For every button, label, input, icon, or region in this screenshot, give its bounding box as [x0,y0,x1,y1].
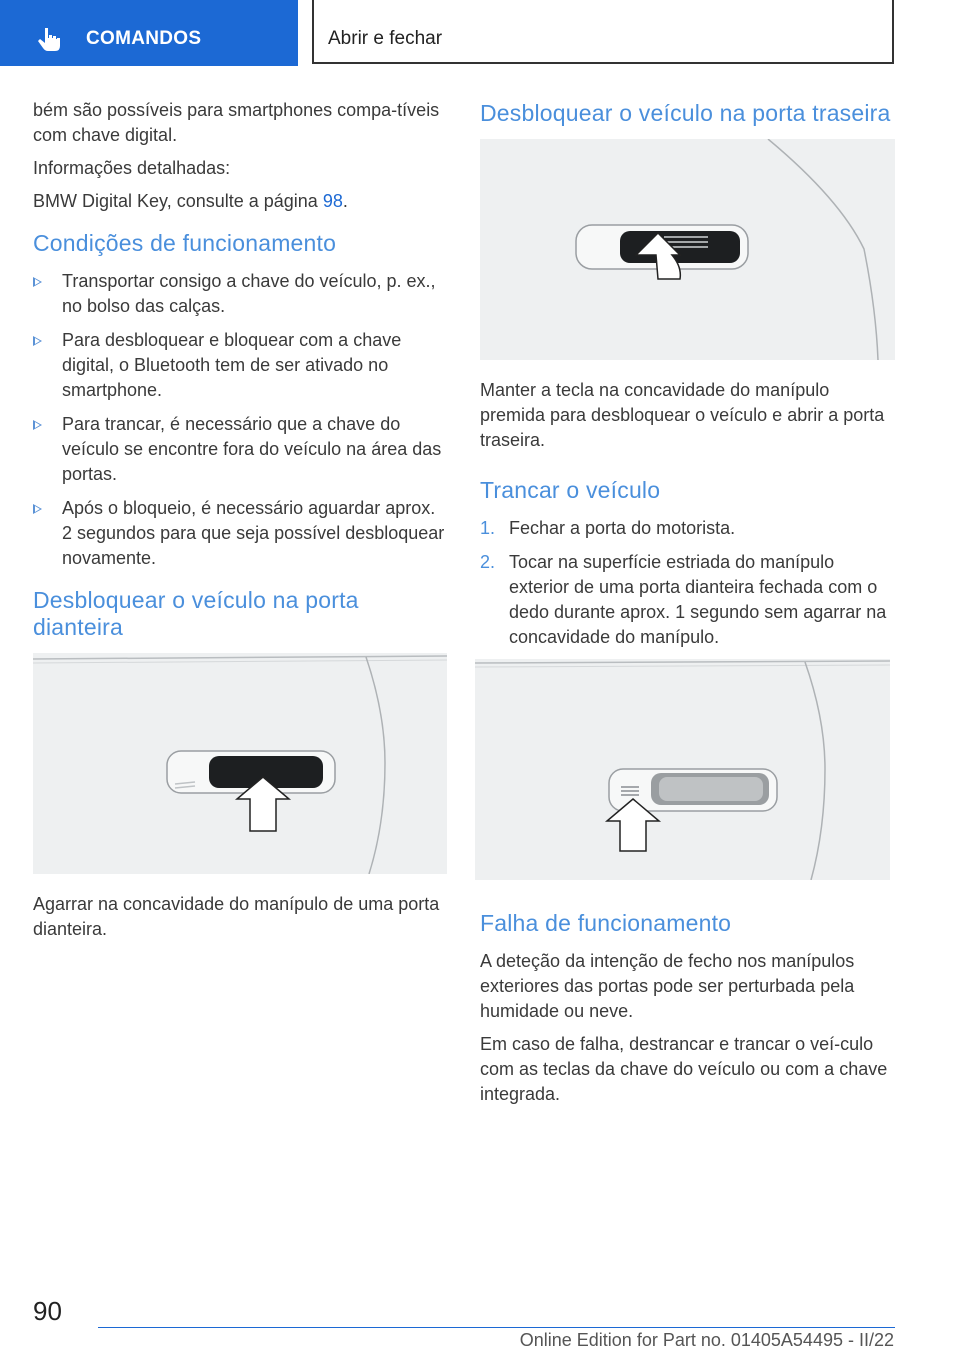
bullet-triangle-icon [33,336,42,346]
malfunction-heading: Falha de funcionamento [480,910,732,936]
malfunction-paragraph-2: Em caso de falha, destrancar e trancar o veí-culo com as teclas da chave do veículo ou com a chave integrada. [480,1034,888,1104]
step-text: Tocar na superfície estriada do manípulo exterior de uma porta dianteira fechada com o dedo durante aprox. 1 segundo sem agarrar na concavidade do manípulo. [509,552,887,647]
conditions-list [33,269,447,571]
rear-door-caption: Manter a tecla na concavidade do manípulo premida para desbloquear o veículo e abrir a porta traseira. [480,380,885,450]
bullet-triangle-icon [33,420,42,430]
chapter-title: Abrir e fechar [328,28,443,49]
bullet-triangle-icon [33,504,42,514]
step-item [480,516,895,541]
section-tab [0,0,298,66]
right-column [480,98,895,1115]
info-reference-text: BMW Digital Key, consulte a página [33,191,318,211]
lock-heading: Trancar o veículo [480,477,661,503]
step-item [480,550,895,650]
rear-door-heading: Desbloquear o veículo na porta traseira [480,100,891,126]
conditions-heading: Condições de funcionamento [33,230,337,256]
page-header [0,0,960,66]
list-item-text: Para trancar, é necessário que a chave do veículo se encontre fora do veículo na área das portas. [62,414,442,484]
page-link[interactable]: 98 [322,191,343,211]
section-title: COMANDOS [86,28,202,49]
info-reference-end: . [342,191,348,211]
hand-pointer-icon [36,26,62,52]
lock-handle-figure [475,659,890,880]
list-item-text: Transportar consigo a chave do veículo, p. ex., no bolso das calças. [62,271,436,316]
list-item [33,269,447,319]
rear-door-handle-figure [480,139,895,360]
page-number: 90 [33,1296,62,1326]
list-item [33,328,447,403]
lock-steps [480,516,895,650]
list-item-text: Para desbloquear e bloquear com a chave digital, o Bluetooth tem de ser ativado no smartphone. [62,330,402,400]
step-text: Fechar a porta do motorista. [509,518,736,538]
front-door-handle-figure [33,653,447,874]
left-column [33,98,447,950]
front-door-caption: Agarrar na concavidade do manípulo de uma porta dianteira. [33,894,440,939]
front-door-heading: Desbloquear o veículo na porta dianteira [33,587,359,640]
step-number: 2. [480,552,496,572]
list-item-text: Após o bloqueio, é necessário aguardar aprox. 2 segundos para que seja possível desbloquear novamente. [62,498,445,568]
info-label: Informações detalhadas: [33,158,231,178]
list-item [33,496,447,571]
malfunction-paragraph-1: A deteção da intenção de fecho nos manípulos exteriores das portas pode ser perturbada pela humidade ou neve. [480,951,855,1021]
step-number: 1. [480,518,496,538]
chapter-box [312,0,894,64]
bullet-triangle-icon [33,277,42,287]
intro-paragraph: bém são possíveis para smartphones compa-tíveis com chave digital. [33,100,440,145]
footer-edition: Online Edition for Part no. 01405A54495 - II/22 [519,1330,894,1350]
list-item [33,412,447,487]
info-reference [33,189,447,214]
footer-divider [98,1327,895,1328]
